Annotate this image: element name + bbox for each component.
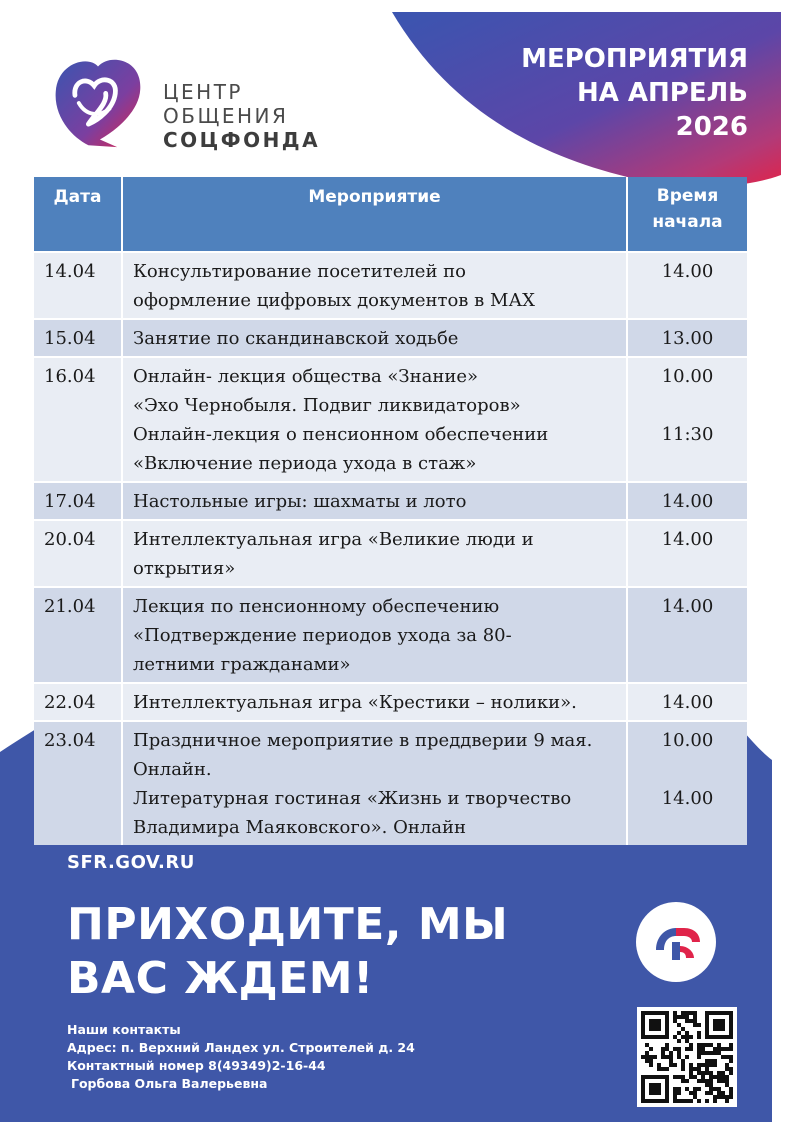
time-value: 11:30	[661, 424, 714, 445]
row-event	[122, 520, 627, 587]
contacts-address: Адрес: п. Верхний Ландех ул. Строителей д. 24	[67, 1040, 415, 1055]
header-date: Дата	[34, 177, 122, 252]
row-date: 14.04	[34, 252, 122, 319]
row-time	[627, 482, 747, 520]
event-line: оформление цифровых документов в МАХ	[133, 290, 535, 311]
event-line: «Включение периода ухода в стаж»	[133, 453, 477, 474]
event-line: Литературная гостиная «Жизнь и творчество	[133, 788, 572, 809]
table-row	[34, 721, 747, 845]
event-line: Интеллектуальная игра «Крестики – нолики».	[133, 692, 577, 713]
time-value: 13.00	[661, 328, 714, 349]
heart-logo-icon	[50, 55, 146, 151]
row-time	[627, 252, 747, 319]
time-value: 10.00	[661, 730, 714, 751]
header-time-line-2: начала	[652, 212, 723, 232]
row-date: 22.04	[34, 683, 122, 721]
row-event	[122, 721, 627, 845]
table-row	[34, 252, 747, 319]
row-time	[627, 721, 747, 845]
row-event	[122, 357, 627, 482]
event-line: Настольные игры: шахматы и лото	[133, 491, 467, 512]
title-line-3: 2026	[675, 112, 748, 142]
event-line: Лекция по пенсионному обеспечению	[133, 596, 500, 617]
table-row	[34, 319, 747, 357]
event-line: летними гражданами»	[133, 654, 351, 675]
contacts-phone: Контактный номер 8(49349)2-16-44	[67, 1058, 326, 1073]
table-header-row	[34, 177, 747, 252]
time-value: 14.00	[661, 261, 714, 282]
time-value: 10.00	[661, 366, 714, 387]
contacts-title: Наши контакты	[67, 1022, 181, 1037]
time-value: 14.00	[661, 692, 714, 713]
event-line: открытия»	[133, 558, 236, 579]
row-date: 16.04	[34, 357, 122, 482]
event-line: Онлайн.	[133, 759, 212, 780]
cta-line-2: ВАС ЖДЕМ!	[67, 953, 374, 1004]
row-event	[122, 482, 627, 520]
logo-line-3: СОЦФОНДА	[163, 128, 321, 152]
sfr-logo-icon	[636, 902, 716, 982]
event-line: «Эхо Чернобыля. Подвиг ликвидаторов»	[133, 395, 521, 416]
table-row	[34, 357, 747, 482]
row-event	[122, 252, 627, 319]
title-line-2: НА АПРЕЛЬ	[576, 78, 748, 108]
row-time	[627, 587, 747, 683]
row-date: 20.04	[34, 520, 122, 587]
row-date: 17.04	[34, 482, 122, 520]
logo-line-1: ЦЕНТР	[163, 80, 243, 104]
website-link[interactable]: SFR.GOV.RU	[67, 852, 195, 873]
cta-line-1: ПРИХОДИТЕ, МЫ	[67, 899, 509, 950]
event-line: Занятие по скандинавской ходьбе	[133, 328, 459, 349]
row-date: 21.04	[34, 587, 122, 683]
call-to-action	[67, 898, 508, 1006]
qr-code-icon[interactable]	[637, 1007, 737, 1107]
row-date: 23.04	[34, 721, 122, 845]
row-time	[627, 319, 747, 357]
table-row	[34, 683, 747, 721]
time-value: 14.00	[661, 596, 714, 617]
logo-line-2: ОБЩЕНИЯ	[163, 104, 289, 128]
contacts-block	[67, 1021, 415, 1093]
time-value: 14.00	[661, 529, 714, 550]
event-line: Интеллектуальная игра «Великие люди и	[133, 529, 534, 550]
event-line: Владимира Маяковского». Онлайн	[133, 817, 466, 838]
row-event	[122, 587, 627, 683]
table-row	[34, 482, 747, 520]
time-value: 14.00	[661, 491, 714, 512]
header-time-line-1: Время	[656, 186, 719, 206]
event-line: Онлайн- лекция общества «Знание»	[133, 366, 479, 387]
row-time	[627, 357, 747, 482]
header-time	[627, 177, 747, 252]
event-line: Онлайн-лекция о пенсионном обеспечении	[133, 424, 549, 445]
event-line: «Подтверждение периодов ухода за 80-	[133, 625, 512, 646]
table-row	[34, 587, 747, 683]
time-value: 14.00	[661, 788, 714, 809]
event-line: Консультирование посетителей по	[133, 261, 466, 282]
logo-wordmark	[163, 80, 320, 152]
contacts-person: Горбова Ольга Валерьевна	[71, 1076, 268, 1091]
header-event: Мероприятие	[122, 177, 627, 252]
row-event	[122, 683, 627, 721]
row-date: 15.04	[34, 319, 122, 357]
row-event	[122, 319, 627, 357]
schedule-table	[34, 177, 747, 845]
page-title	[448, 42, 748, 144]
table-row	[34, 520, 747, 587]
title-line-1: МЕРОПРИЯТИЯ	[521, 44, 748, 74]
event-line: Праздничное мероприятие в преддверии 9 мая.	[133, 730, 593, 751]
row-time	[627, 683, 747, 721]
row-time	[627, 520, 747, 587]
